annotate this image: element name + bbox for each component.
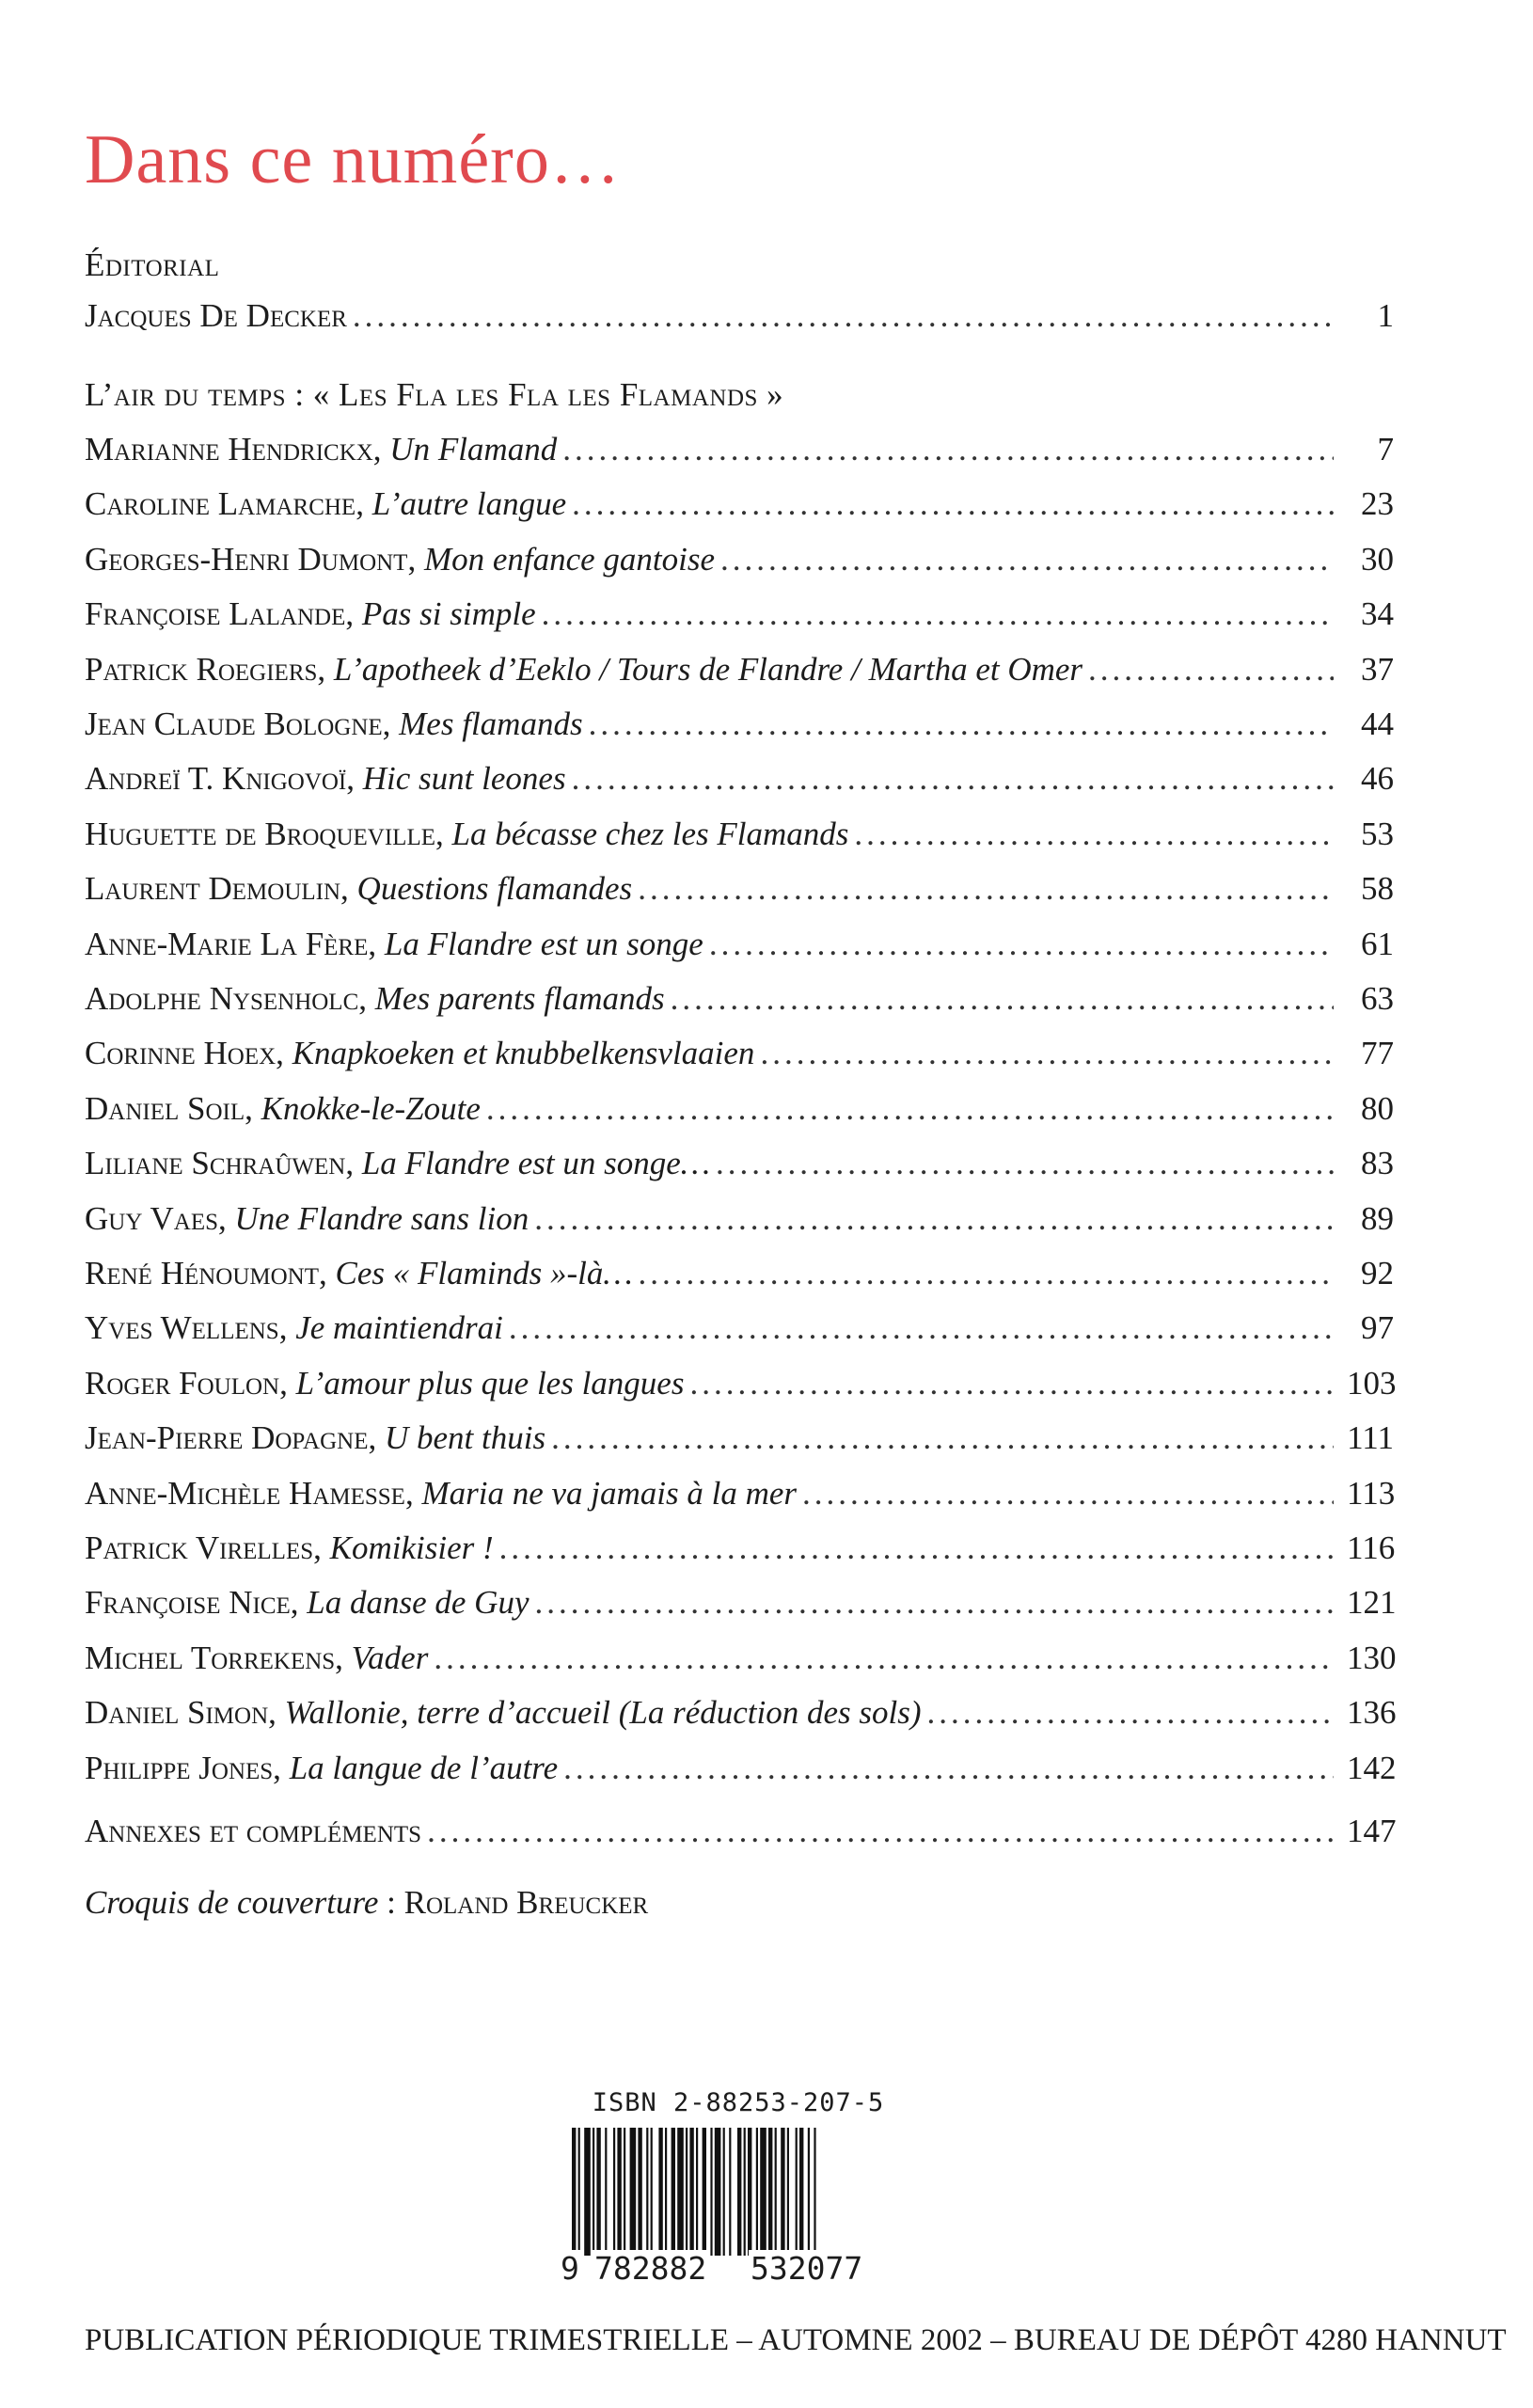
toc-author: Daniel Soil, xyxy=(85,1090,253,1127)
toc-page-number: 53 xyxy=(1361,816,1394,852)
toc-entry[interactable] xyxy=(85,1417,1394,1460)
barcode-bar xyxy=(703,2128,706,2256)
toc-page-number: 34 xyxy=(1361,595,1394,632)
barcode-bar xyxy=(584,2128,591,2256)
toc-author: Jean Claude Bologne, xyxy=(85,705,391,742)
toc-title: Mon enfance gantoise xyxy=(423,541,716,578)
dot-leader xyxy=(720,538,1334,581)
editorial-heading: Éditorial xyxy=(85,246,220,283)
footer-publication-info: PUBLICATION PÉRIODIQUE TRIMESTRIELLE – AUTOMNE 2002 – BUREAU DE DÉPÔT 4280 HANNUT xyxy=(85,2323,1507,2357)
toc-title: Ces « Flaminds »-là… xyxy=(335,1255,633,1291)
toc-title: Knokke-le-Zoute xyxy=(261,1090,481,1127)
toc-author: Françoise Nice, xyxy=(85,1584,299,1621)
dot-leader xyxy=(542,593,1334,636)
barcode-bar xyxy=(677,2128,684,2256)
toc-entry-annexes[interactable] xyxy=(85,1810,1397,1853)
barcode-bar xyxy=(737,2128,741,2256)
barcode-bar xyxy=(781,2128,784,2256)
toc-page-number: 30 xyxy=(1361,541,1394,578)
toc-title: La bécasse chez les Flamands xyxy=(451,816,849,852)
toc-entry[interactable] xyxy=(85,1637,1397,1680)
toc-author: Andreï T. Knigovoï, xyxy=(85,760,356,797)
toc-page-number: 23 xyxy=(1361,485,1394,522)
barcode-bar xyxy=(593,2128,594,2256)
dot-leader xyxy=(671,977,1334,1021)
toc-author: Marianne Hendrickx, xyxy=(85,431,382,467)
barcode-bar xyxy=(617,2128,621,2256)
dot-leader xyxy=(427,1810,1334,1853)
barcode-digits xyxy=(561,2250,903,2288)
toc-page-number: 103 xyxy=(1347,1365,1397,1402)
toc-page-number: 80 xyxy=(1361,1090,1394,1127)
toc-page-number: 46 xyxy=(1361,760,1394,797)
toc-title: U bent thuis xyxy=(384,1419,546,1456)
toc-page-number: 147 xyxy=(1347,1813,1397,1849)
toc-author: Patrick Virelles, xyxy=(85,1529,322,1566)
toc-entry[interactable] xyxy=(85,1142,1394,1185)
barcode-bar xyxy=(729,2128,731,2256)
toc-page-number: 37 xyxy=(1361,651,1394,688)
dot-leader xyxy=(760,1032,1334,1075)
dot-leader xyxy=(1088,648,1334,691)
barcode-bar xyxy=(768,2128,772,2256)
toc-entry[interactable] xyxy=(85,1032,1394,1075)
toc-entry[interactable] xyxy=(85,1472,1394,1515)
toc-entry[interactable] xyxy=(85,1747,1397,1790)
dot-leader xyxy=(709,923,1334,966)
dot-leader xyxy=(499,1527,1334,1570)
dot-leader xyxy=(509,1307,1334,1350)
dot-leader xyxy=(572,483,1334,526)
toc-entry[interactable] xyxy=(85,867,1394,911)
dot-leader xyxy=(802,1472,1334,1515)
toc-entry[interactable] xyxy=(85,483,1394,526)
toc-author: Yves Wellens, xyxy=(85,1309,288,1346)
dot-leader xyxy=(562,428,1334,471)
toc-author: Daniel Simon, xyxy=(85,1694,277,1731)
barcode-bar xyxy=(630,2128,637,2256)
toc-entry[interactable] xyxy=(85,813,1394,856)
barcode-bar xyxy=(723,2128,725,2256)
toc-author: Huguette de Broqueville, xyxy=(85,816,444,852)
toc-title: Je maintiendrai xyxy=(295,1309,503,1346)
toc-entry[interactable] xyxy=(85,1527,1394,1570)
toc-author: Caroline Lamarche, xyxy=(85,485,364,522)
barcode-bar xyxy=(760,2128,766,2256)
toc-entry[interactable] xyxy=(85,1197,1394,1241)
barcode-bar xyxy=(605,2128,607,2256)
dot-leader xyxy=(716,1142,1334,1185)
toc-entry[interactable] xyxy=(85,648,1394,691)
toc-page-number: 89 xyxy=(1361,1200,1394,1237)
toc-entry[interactable] xyxy=(85,1087,1394,1131)
barcode-bar xyxy=(715,2128,721,2256)
toc-entry[interactable] xyxy=(85,1307,1394,1350)
barcode-bar xyxy=(796,2128,798,2256)
dot-leader xyxy=(689,1362,1334,1405)
toc-page-number: 1 xyxy=(1377,297,1394,334)
dot-leader xyxy=(927,1691,1334,1735)
toc-author: Jean-Pierre Dopagne, xyxy=(85,1419,377,1456)
toc-title: La danse de Guy xyxy=(307,1584,529,1621)
toc-title: Vader xyxy=(351,1640,429,1676)
toc-page-number: 116 xyxy=(1347,1529,1396,1566)
toc-page-number: 92 xyxy=(1361,1255,1394,1291)
barcode-bar xyxy=(651,2128,653,2256)
barcode-bar xyxy=(689,2128,693,2256)
dot-leader xyxy=(353,294,1334,338)
barcode-bar xyxy=(613,2128,615,2256)
barcode-bar xyxy=(744,2128,746,2256)
toc-page-number: 97 xyxy=(1361,1309,1394,1346)
dot-leader xyxy=(434,1637,1334,1680)
toc-page-number: 61 xyxy=(1361,926,1394,962)
toc-title: Hic sunt leones xyxy=(362,760,566,797)
toc-entry[interactable] xyxy=(85,757,1394,800)
dot-leader xyxy=(854,813,1334,856)
barcode-digits-right: 532077 xyxy=(751,2250,863,2287)
toc-author: Corinne Hoex, xyxy=(85,1035,284,1071)
cover-credit-separator: : xyxy=(378,1884,404,1921)
barcode-bar xyxy=(686,2128,687,2256)
toc-author: Jacques De Decker xyxy=(85,297,347,334)
toc-page-number: 44 xyxy=(1361,705,1394,742)
barcode-bar xyxy=(799,2128,803,2256)
toc-author: Anne-Marie La Fère, xyxy=(85,926,377,962)
toc-page-number: 121 xyxy=(1347,1584,1397,1621)
barcode-bar xyxy=(787,2128,789,2256)
toc-author: Laurent Demoulin, xyxy=(85,870,349,907)
cover-credit-name: Roland Breucker xyxy=(403,1884,649,1921)
toc-title: La Flandre est un songe xyxy=(384,926,703,962)
toc-page-number: 63 xyxy=(1361,980,1394,1017)
toc-author: Guy Vaes, xyxy=(85,1200,227,1237)
barcode-bar xyxy=(710,2128,712,2256)
barcode-digit-first: 9 xyxy=(561,2250,579,2287)
toc-entry[interactable] xyxy=(85,977,1394,1021)
barcode-bar xyxy=(638,2128,641,2256)
toc-entry[interactable] xyxy=(85,1691,1397,1735)
barcode-bar xyxy=(658,2128,662,2256)
annexes-label: Annexes et compléments xyxy=(85,1813,422,1849)
toc-entry[interactable] xyxy=(85,1581,1397,1624)
toc-entry-editorial[interactable] xyxy=(85,294,1394,338)
toc-entry[interactable] xyxy=(85,593,1394,636)
toc-page-number: 111 xyxy=(1347,1419,1394,1456)
dot-leader xyxy=(639,1252,1335,1295)
toc-entry[interactable] xyxy=(85,1362,1397,1405)
toc-page-number: 7 xyxy=(1377,431,1394,467)
toc-page-number: 130 xyxy=(1347,1640,1397,1676)
toc-title: Questions flamandes xyxy=(356,870,633,907)
toc-author: Patrick Roegiers, xyxy=(85,651,326,688)
toc-title: Un Flamand xyxy=(389,431,558,467)
toc-page-number: 58 xyxy=(1361,870,1394,907)
barcode-bar xyxy=(646,2128,648,2256)
toc-title: Mes parents flamands xyxy=(374,980,665,1017)
toc-title: Pas si simple xyxy=(361,595,536,632)
toc-title: La langue de l’autre xyxy=(289,1750,559,1786)
toc-author: Adolphe Nysenholc, xyxy=(85,980,367,1017)
toc-title: Knapkoeken et knubbelkensvlaaien xyxy=(292,1035,755,1071)
toc-title: L’apotheek d’Eeklo / Tours de Flandre / Martha et Omer xyxy=(333,651,1083,688)
barcode-bar xyxy=(756,2128,758,2256)
toc-author: Michel Torrekens, xyxy=(85,1640,343,1676)
dot-leader xyxy=(572,757,1334,800)
toc-entry[interactable] xyxy=(85,1252,1394,1295)
barcode-bar xyxy=(665,2128,667,2256)
toc-title: Mes flamands xyxy=(399,705,583,742)
toc-entry[interactable] xyxy=(85,703,1394,746)
dot-leader xyxy=(486,1087,1334,1131)
barcode-bar xyxy=(748,2128,751,2256)
toc-author: Georges-Henri Dumont, xyxy=(85,541,417,578)
toc-page-number: 77 xyxy=(1361,1035,1394,1071)
dot-leader xyxy=(589,703,1334,746)
toc-title: L’autre langue xyxy=(371,485,567,522)
toc-entry[interactable] xyxy=(85,428,1394,471)
barcode-bar xyxy=(624,2128,625,2256)
toc-page-number: 136 xyxy=(1347,1694,1397,1731)
toc-title: La Flandre est un songe… xyxy=(361,1145,710,1181)
toc-page-number: 142 xyxy=(1347,1750,1397,1786)
toc-page-number: 113 xyxy=(1347,1475,1396,1512)
barcode-digits-left: 782882 xyxy=(594,2250,707,2287)
barcode-bar xyxy=(672,2128,675,2256)
toc-title: L’amour plus que les langues xyxy=(295,1365,685,1402)
toc-author: Françoise Lalande, xyxy=(85,595,355,632)
isbn-text: ISBN 2-88253-207-5 xyxy=(592,2088,885,2117)
toc-entry[interactable] xyxy=(85,923,1394,966)
toc-author: René Hénoumont, xyxy=(85,1255,327,1291)
dot-leader xyxy=(535,1581,1335,1624)
toc-entry[interactable] xyxy=(85,538,1394,581)
dot-leader xyxy=(551,1417,1334,1460)
toc-title: Wallonie, terre d’accueil (La réduction des sols) xyxy=(284,1694,922,1731)
toc-page-number: 83 xyxy=(1361,1145,1394,1181)
cover-credit xyxy=(85,1884,648,1922)
page-title: Dans ce numéro… xyxy=(85,121,621,198)
barcode-bar xyxy=(596,2128,600,2256)
toc-author: Anne-Michèle Hamesse, xyxy=(85,1475,414,1512)
toc-title: Komikisier ! xyxy=(329,1529,494,1566)
dot-leader xyxy=(563,1747,1334,1790)
toc-title: Une Flandre sans lion xyxy=(234,1200,529,1237)
toc-author: Philippe Jones, xyxy=(85,1750,281,1786)
section-heading: L’air du temps : « Les Fla les Fla les Flamands » xyxy=(85,376,784,413)
toc-author: Roger Foulon, xyxy=(85,1365,288,1402)
dot-leader xyxy=(638,867,1334,911)
toc-author: Liliane Schraûwen, xyxy=(85,1145,355,1181)
cover-credit-label: Croquis de couverture xyxy=(85,1884,379,1921)
toc-title: Maria ne va jamais à la mer xyxy=(421,1475,798,1512)
dot-leader xyxy=(534,1197,1334,1241)
barcode-bar xyxy=(775,2128,777,2256)
